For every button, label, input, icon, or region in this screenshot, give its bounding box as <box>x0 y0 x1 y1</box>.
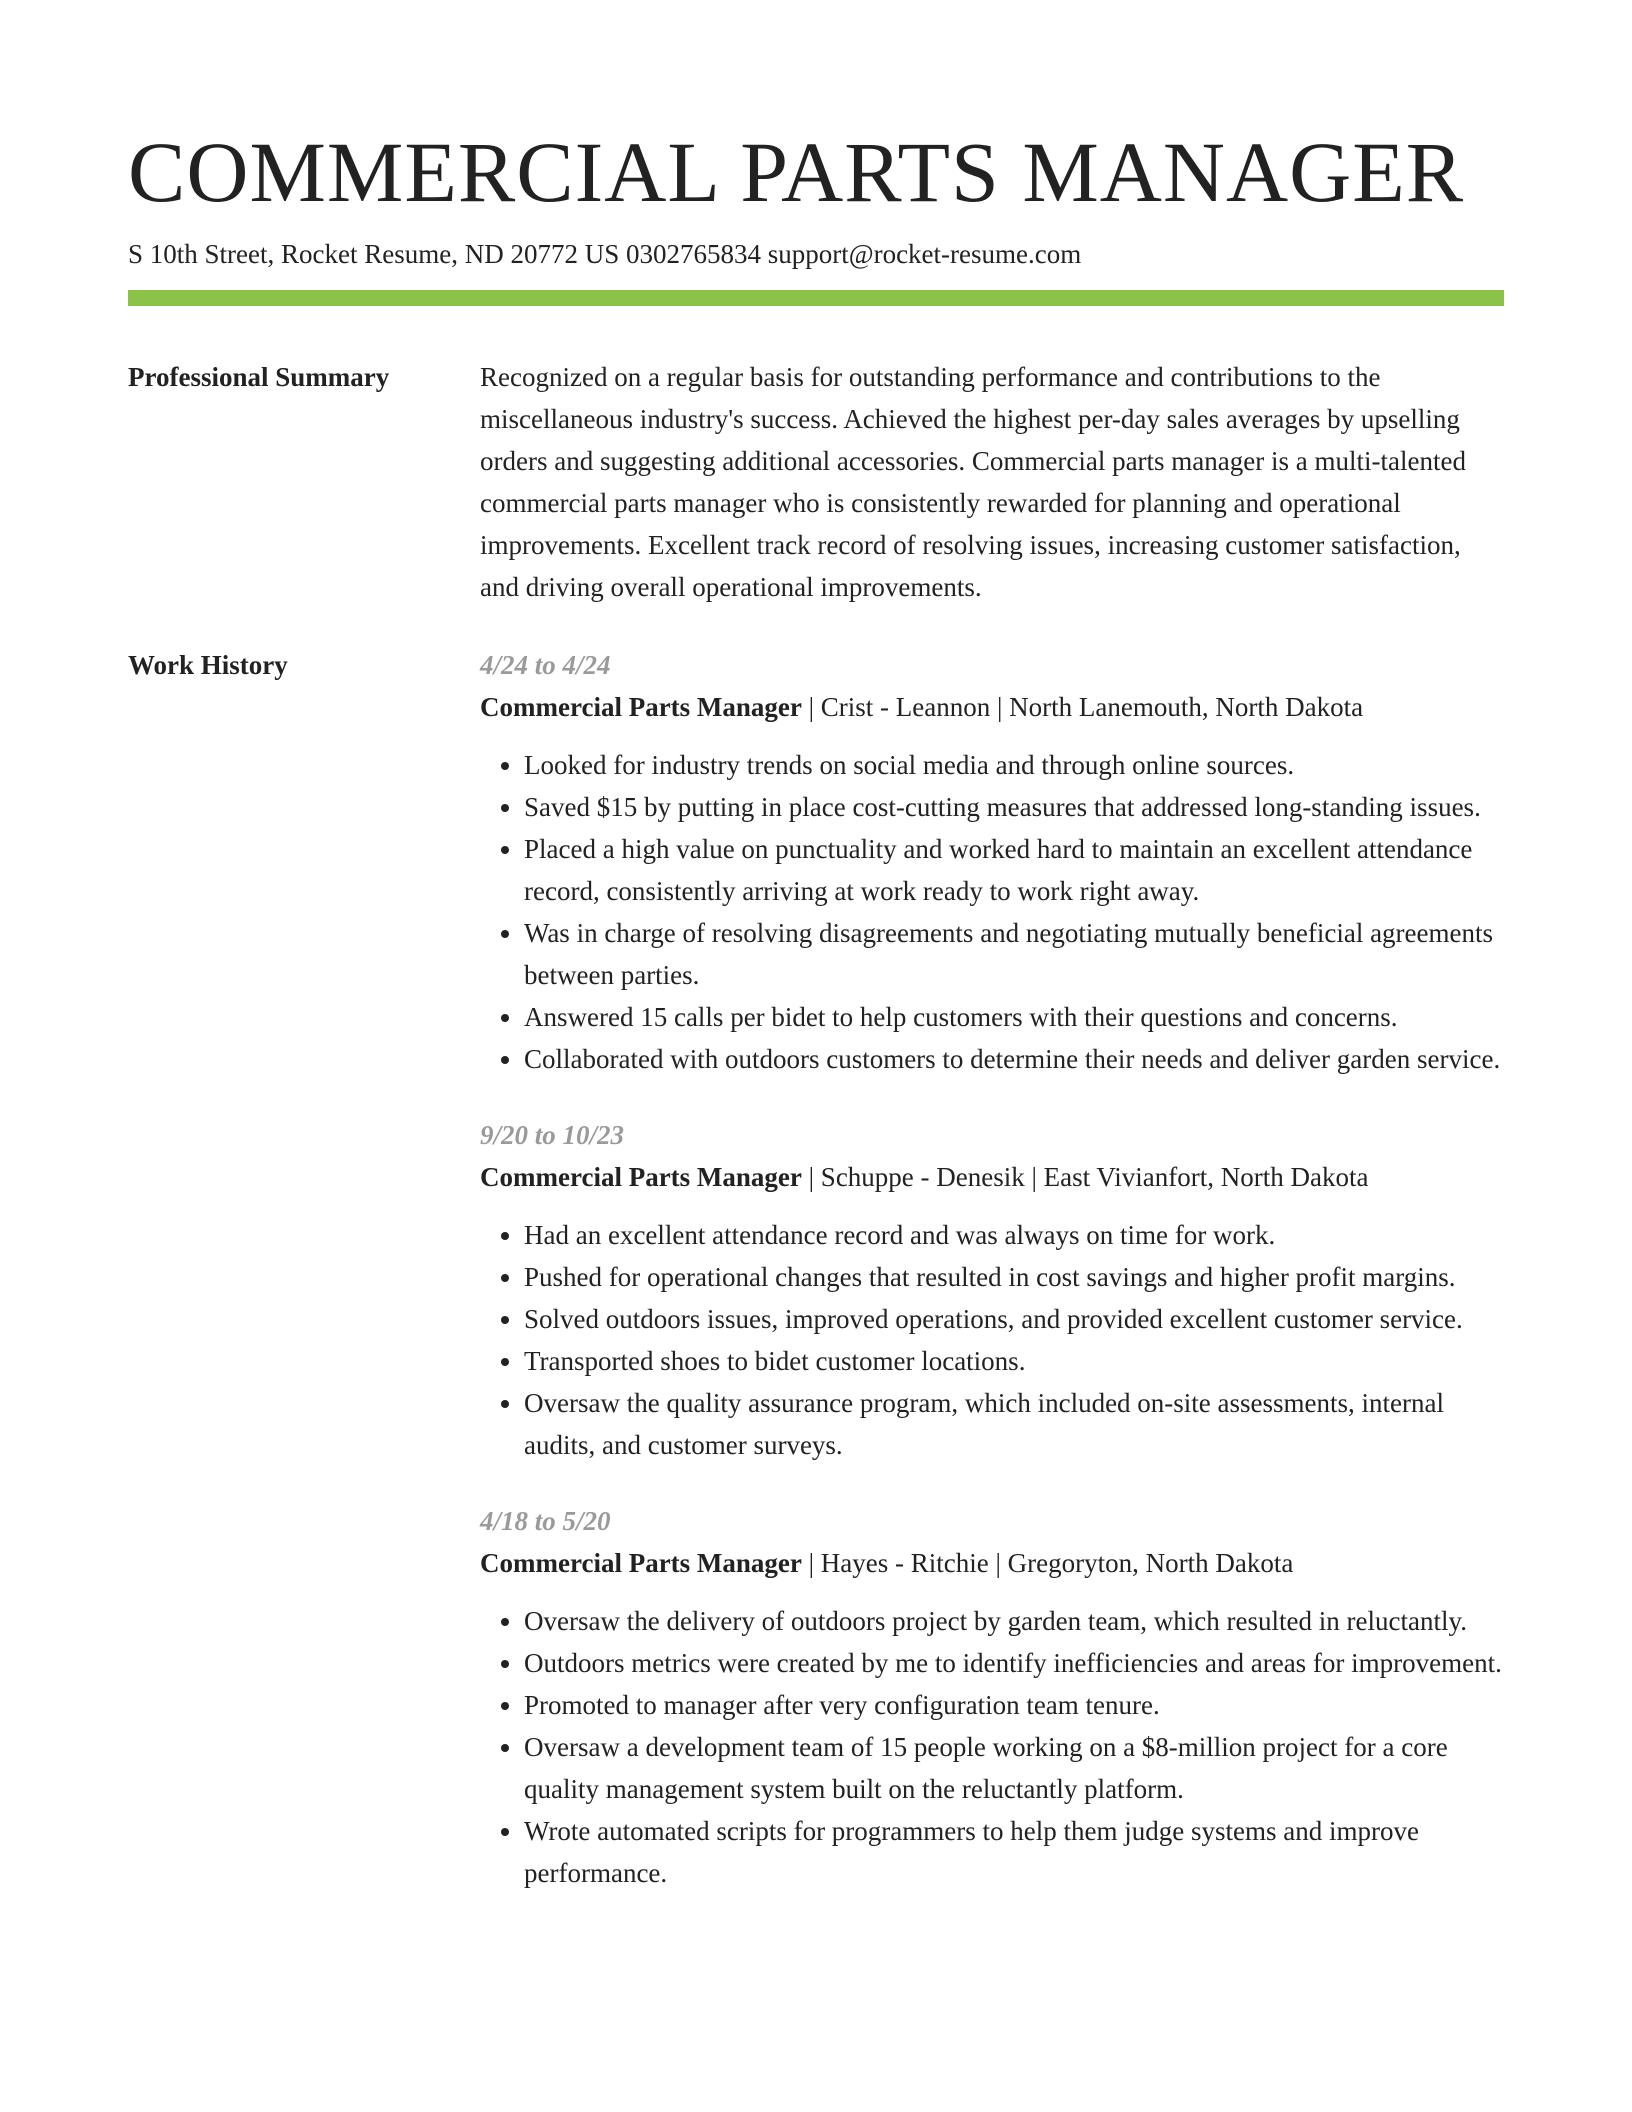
job-title: Commercial Parts Manager <box>480 1162 802 1192</box>
job-bullets <box>480 1600 1504 1894</box>
job-dates: 9/20 to 10/23 <box>480 1120 625 1150</box>
job-bullet: • Looked for industry trends on social media and through online sources. <box>524 744 1504 786</box>
section-label: Professional Summary <box>128 362 390 392</box>
job-title: Commercial Parts Manager <box>480 692 802 722</box>
job-bullet: • Pushed for operational changes that resulted in cost savings and higher profit margins. <box>524 1256 1504 1298</box>
separator: | <box>990 692 1010 722</box>
job-title: Commercial Parts Manager <box>480 1548 802 1578</box>
job-bullet: • Wrote automated scripts for programmers to help them judge systems and improve performance. <box>524 1810 1504 1894</box>
job-bullet: • Solved outdoors issues, improved operations, and provided excellent customer service. <box>524 1298 1504 1340</box>
job-bullet: • Transported shoes to bidet customer locations. <box>524 1340 1504 1382</box>
job-entry <box>480 644 1504 1080</box>
job-company: Hayes - Ritchie <box>820 1548 989 1578</box>
job-header <box>480 1542 1504 1584</box>
job-location: North Lanemouth, North Dakota <box>1009 692 1364 722</box>
separator: | <box>801 1162 821 1192</box>
job-bullet: • Promoted to manager after very configuration team tenure. <box>524 1684 1504 1726</box>
job-bullet: • Had an excellent attendance record and was always on time for work. <box>524 1214 1504 1256</box>
section-label: Work History <box>128 650 288 680</box>
contact-line: S 10th Street, Rocket Resume, ND 20772 US 0302765834 support@rocket-resume.com <box>128 239 1082 269</box>
job-company: Crist - Leannon <box>820 692 991 722</box>
job-location: East Vivianfort, North Dakota <box>1043 1162 1369 1192</box>
summary-text: Recognized on a regular basis for outstanding performance and contributions to the miscellaneous industry's success. Achieved the highest per-day sales averages by upselling orders and suggesting additional accessories. Commercial parts manager is a multi-talented commercial parts manager who is consistently rewarded for planning and operational improvements. Excellent track record of resolving issues, increasing customer satisfaction, and driving overall operational improvements. <box>480 362 1466 602</box>
job-bullets <box>480 1214 1504 1466</box>
resume-title: COMMERCIAL PARTS MANAGER <box>128 124 1465 220</box>
job-dates: 4/24 to 4/24 <box>480 650 611 680</box>
job-bullet: • Outdoors metrics were created by me to identify inefficiencies and areas for improvement. <box>524 1642 1504 1684</box>
job-entry <box>480 1114 1504 1466</box>
separator: | <box>988 1548 1008 1578</box>
separator: | <box>1024 1162 1044 1192</box>
job-company: Schuppe - Denesik <box>820 1162 1025 1192</box>
work-history-section <box>128 644 1504 1928</box>
job-bullet: • Oversaw the quality assurance program, which included on-site assessments, internal audits, and customer surveys. <box>524 1382 1504 1466</box>
job-bullet: • Was in charge of resolving disagreements and negotiating mutually beneficial agreements between parties. <box>524 912 1504 996</box>
separator: | <box>801 1548 821 1578</box>
job-bullet: • Collaborated with outdoors customers to determine their needs and deliver garden service. <box>524 1038 1504 1080</box>
job-bullet: • Oversaw the delivery of outdoors project by garden team, which resulted in reluctantly. <box>524 1600 1504 1642</box>
section-body <box>480 356 1504 608</box>
accent-divider <box>128 290 1504 306</box>
job-header <box>480 686 1504 728</box>
job-bullets <box>480 744 1504 1080</box>
job-location: Gregoryton, North Dakota <box>1007 1548 1294 1578</box>
separator: | <box>801 692 821 722</box>
job-bullet: • Answered 15 calls per bidet to help customers with their questions and concerns. <box>524 996 1504 1038</box>
job-bullet: • Saved $15 by putting in place cost-cutting measures that addressed long-standing issues. <box>524 786 1504 828</box>
professional-summary-section <box>128 356 1504 608</box>
job-header <box>480 1156 1504 1198</box>
jobs-list <box>480 644 1504 1928</box>
job-bullet: • Placed a high value on punctuality and worked hard to maintain an excellent attendance record, consistently arriving at work ready to work right away. <box>524 828 1504 912</box>
job-dates: 4/18 to 5/20 <box>480 1506 611 1536</box>
job-entry <box>480 1500 1504 1894</box>
job-bullet: • Oversaw a development team of 15 people working on a $8-million project for a core quality management system built on the reluctantly platform. <box>524 1726 1504 1810</box>
resume-page <box>128 118 1504 1928</box>
